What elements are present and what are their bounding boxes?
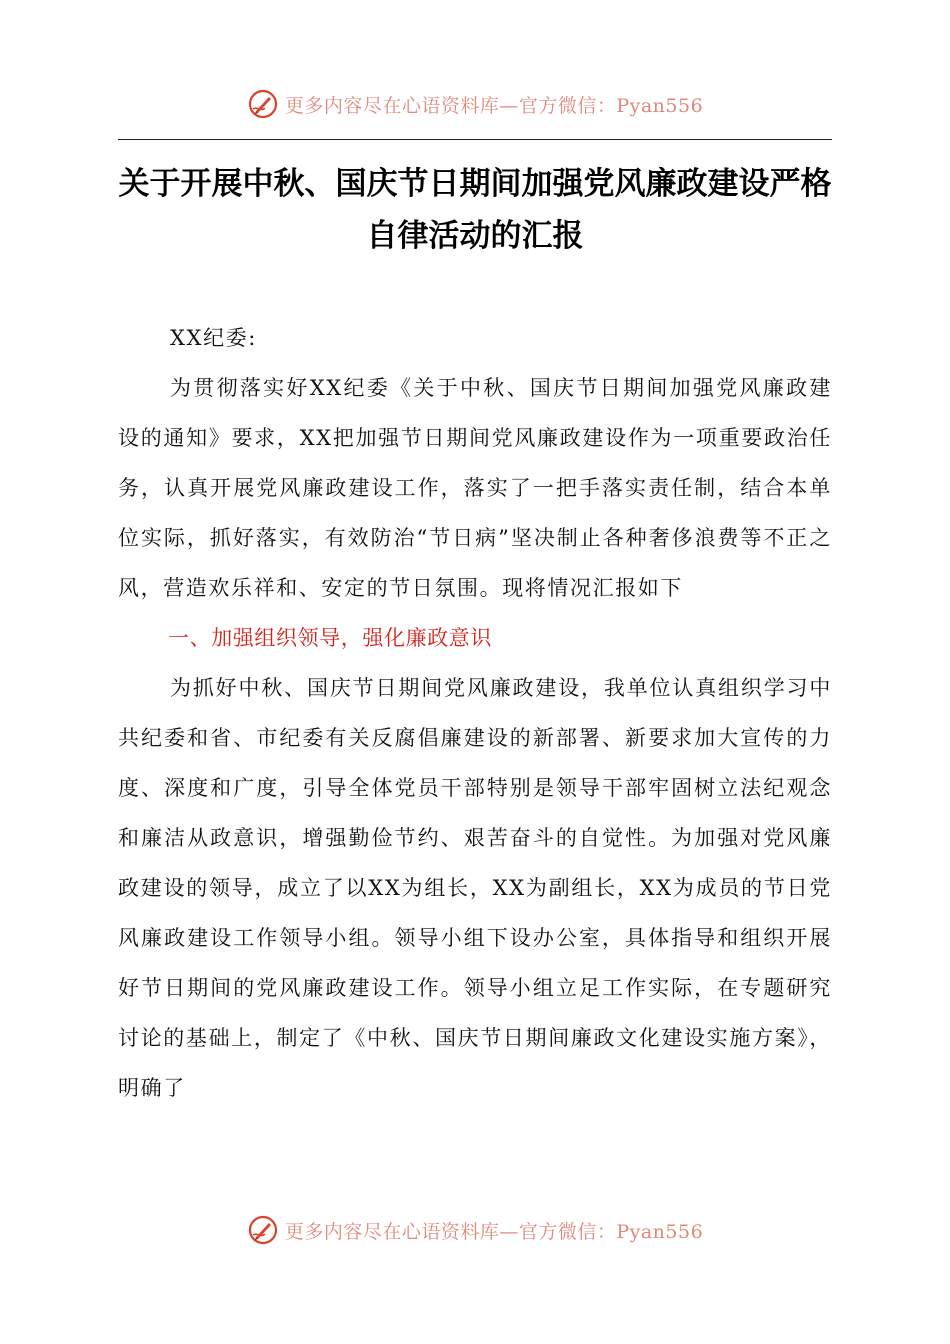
document-body bbox=[118, 313, 832, 1113]
footer-watermark-banner bbox=[0, 1210, 950, 1250]
salutation: XX纪委: bbox=[170, 326, 257, 350]
document-title: 关于开展中秋、国庆节日期间加强党风廉政建设严格自律活动的汇报 bbox=[118, 166, 832, 254]
footer-banner-text: 更多内容尽在心语资料库—官方微信：Pyan556 bbox=[284, 1220, 704, 1243]
section-1-paragraph: 为抓好中秋、国庆节日期间党风廉政建设，我单位认真组织学习中共纪委和省、市纪委有关反腐倡廉建设的新部署、新要求加大宣传的力度、深度和广度，引导全体党员干部特别是领导干部牢固树立法纪观念和廉洁从政意识，增强勤俭节约、艰苦奋斗的自觉性。为加强对党风廉政建设的领导，成立了以XX为组长，XX为副组长，XX为成员的节日党风廉政建设工作领导小组。领导小组下设办公室，具体指导和组织开展好节日期间的党风廉政建设工作。领导小组立足工作实际，在专题研究讨论的基础上，制定了《中秋、国庆节日期间廉政文化建设实施方案》，明确了 bbox=[118, 676, 832, 1100]
pen-logo-icon bbox=[247, 88, 279, 120]
intro-paragraph: 为贯彻落实好XX纪委《关于中秋、国庆节日期间加强党风廉政建设的通知》要求，XX把加强节日期间党风廉政建设作为一项重要政治任务，认真开展党风廉政建设工作，落实了一把手落实责任制，结合本单位实际，抓好落实，有效防治“节日病”坚决制止各种奢侈浪费等不正之风，营造欢乐祥和、安定的节日氛围。现将情况汇报如下 bbox=[118, 376, 832, 600]
pen-logo-icon bbox=[247, 1214, 279, 1246]
section-heading-1: 一、加强组织领导，强化廉政意识 bbox=[168, 626, 492, 650]
header-watermark-banner bbox=[0, 84, 950, 124]
header-divider bbox=[118, 139, 832, 140]
header-banner-text: 更多内容尽在心语资料库—官方微信：Pyan556 bbox=[284, 94, 704, 117]
